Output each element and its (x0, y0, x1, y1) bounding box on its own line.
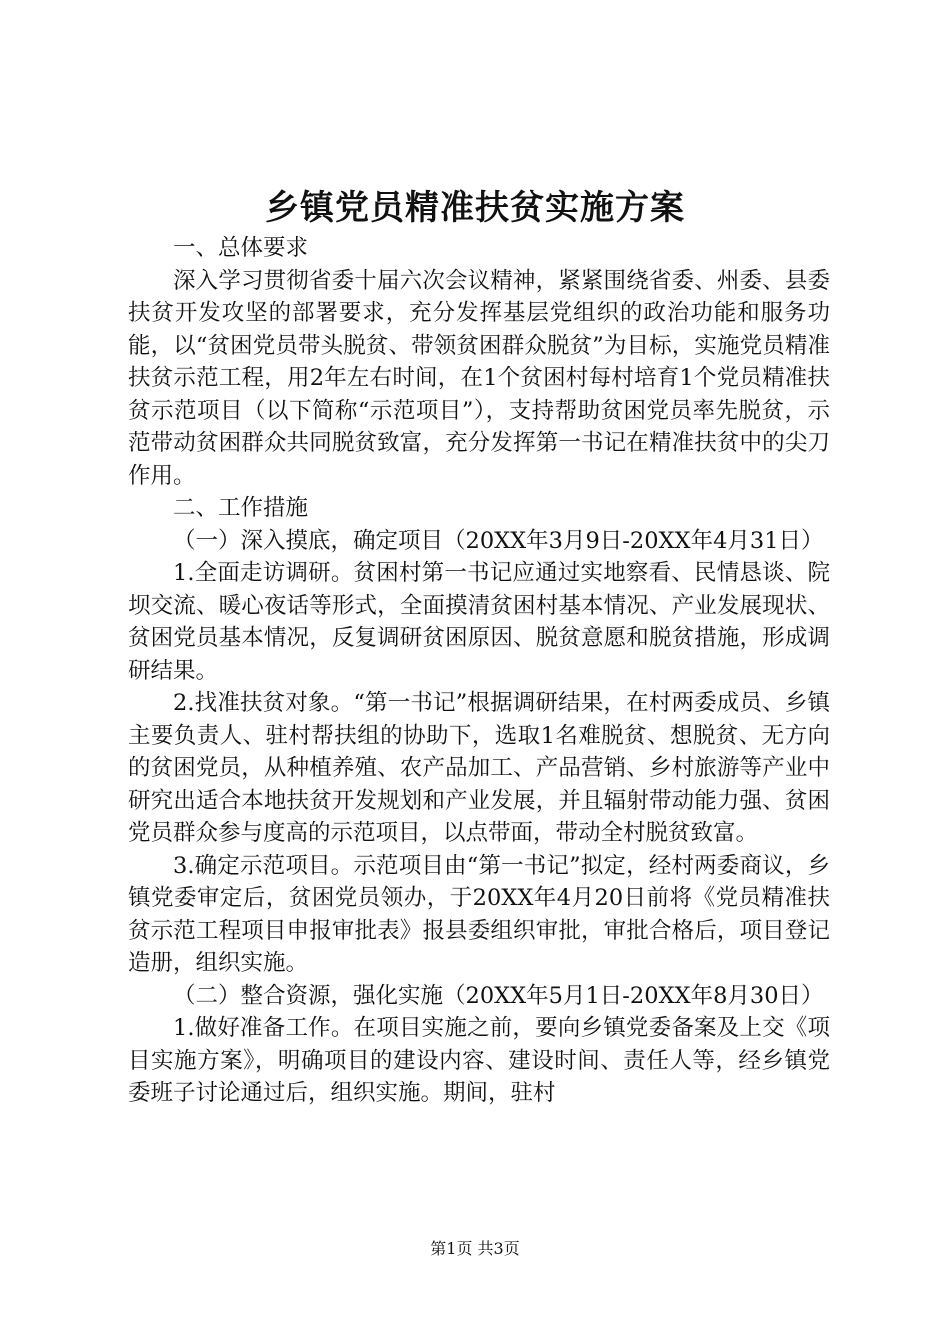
section-heading: 一、总体要求 (173, 235, 309, 261)
subsection-heading: （一）深入摸底，确定项目（20XX年3月9日-20XX年4月31日） (173, 527, 824, 554)
document-body (128, 232, 830, 1110)
paragraph: 3.确定示范项目。示范项目由“第一书记”拟定，经村两委商议，乡镇党委审定后，贫困党员领办，于20XX年4月20日前将《党员精准扶贫示范工程项目申报审批表》报县委组织审批，审批合格后，项目登记造册，组织实施。 (128, 852, 830, 976)
paragraph: 1.全面走访调研。贫困村第一书记应通过实地察看、民情恳谈、院坝交流、暖心夜话等形式，全面摸清贫困村基本情况、产业发展现状、贫困党员基本情况，反复调研贫困原因、脱贫意愿和脱贫措施，形成调研结果。 (128, 560, 830, 684)
paragraph: 2.找准扶贫对象。“第一书记”根据调研结果，在村两委成员、乡镇主要负责人、驻村帮扶组的协助下，选取1名难脱贫、想脱贫、无方向的贫困党员，从种植养殖、农产品加工、产品营销、乡村旅游等产业中研究出适合本地扶贫开发规划和产业发展，并且辐射带动能力强、贫困党员群众参与度高的示范项目，以点带面，带动全村脱贫致富。 (128, 690, 830, 846)
page-footer: 第1页 共3页 (430, 1239, 520, 1258)
document-title: 乡镇党员精准扶贫实施方案 (265, 188, 685, 228)
subsection-heading: （二）整合资源，强化实施（20XX年5月1日-20XX年8月30日） (173, 982, 824, 1009)
section-heading: 二、工作措施 (173, 495, 309, 521)
paragraph: 深入学习贯彻省委十届六次会议精神，紧紧围绕省委、州委、县委扶贫开发攻坚的部署要求，充分发挥基层党组织的政治功能和服务功能，以“贫困党员带头脱贫、带领贫困群众脱贫”为目标，实施党员精准扶贫示范工程，用2年左右时间，在1个贫困村每村培育1个党员精准扶贫示范项目（以下简称“示范项目”），支持帮助贫困党员率先脱贫，示范带动贫困群众共同脱贫致富，充分发挥第一书记在精准扶贫中的尖刀作用。 (128, 267, 830, 489)
paragraph: 1.做好准备工作。在项目实施之前，要向乡镇党委备案及上交《项目实施方案》，明确项目的建设内容、建设时间、责任人等，经乡镇党委班子讨论通过后，组织实施。期间，驻村 (128, 1015, 830, 1106)
